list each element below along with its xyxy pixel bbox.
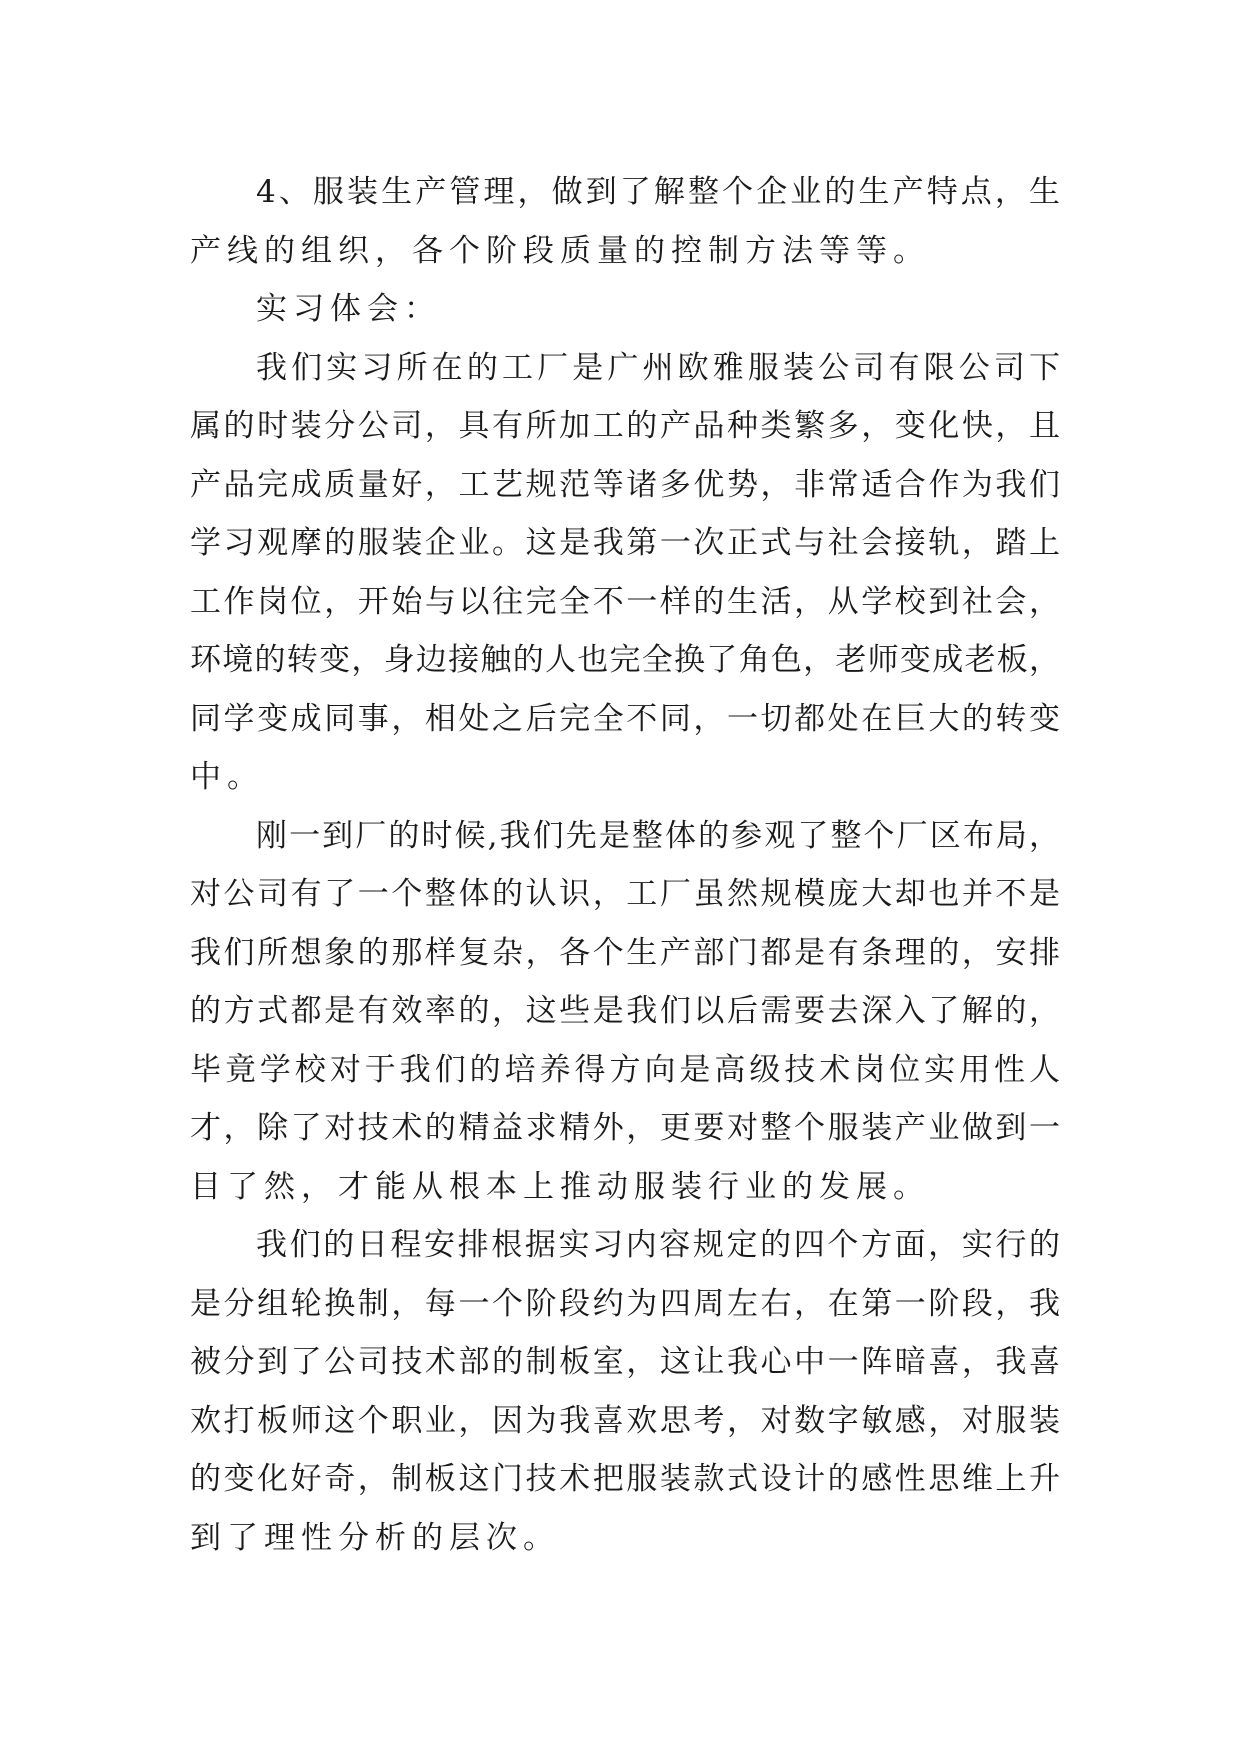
text-line: 欢打板师这个职业，因为我喜欢思考，对数字敏感，对服装 (190, 1402, 1060, 1439)
text-line: 中。 (190, 759, 264, 795)
text-line: 学习观摩的服装企业。这是我第一次正式与社会接轨，踏上 (190, 525, 1060, 561)
text-line: 到了理性分析的层次。 (190, 1519, 560, 1556)
text-line: 对公司有了一个整体的认识，工厂虽然规模庞大却也并不是 (190, 876, 1060, 912)
text-line: 产品完成质量好，工艺规范等诸多优势，非常适合作为我们 (190, 466, 1060, 503)
body-text (190, 163, 1060, 1567)
text-line: 才，除了对技术的精益求精外，更要对整个服装产业做到一 (190, 1110, 1060, 1146)
text-line: 环境的转变，身边接触的人也完全换了角色，老师变成老板， (190, 642, 1060, 678)
text-line: 被分到了公司技术部的制板室，这让我心中一阵暗喜，我喜 (190, 1344, 1060, 1380)
text-line: 工作岗位，开始与以往完全不一样的生活，从学校到社会， (190, 583, 1060, 620)
text-line: 我们实习所在的工厂是广州欧雅服装公司有限公司下 (256, 349, 1060, 386)
text-line: 的变化好奇，制板这门技术把服装款式设计的感性思维上升 (190, 1461, 1060, 1497)
text-line: 刚一到厂的时候,我们先是整体的参观了整个厂区布局， (256, 817, 1060, 854)
text-line: 我们的日程安排根据实习内容规定的四个方面，实行的 (256, 1227, 1060, 1263)
section-heading: 实习体会： (256, 291, 441, 327)
text-line: 属的时装分公司，具有所加工的产品种类繁多，变化快，且 (190, 408, 1060, 444)
text-line: 同学变成同事，相处之后完全不同，一切都处在巨大的转变 (190, 700, 1060, 737)
text-line: 目了然，才能从根本上推动服装行业的发展。 (190, 1168, 930, 1205)
text-line: 我们所想象的那样复杂，各个生产部门都是有条理的，安排 (190, 934, 1060, 971)
text-line: 4、服装生产管理，做到了解整个企业的生产特点，生 (256, 174, 1060, 210)
text-line: 产线的组织，各个阶段质量的控制方法等等。 (190, 232, 930, 269)
text-line: 毕竟学校对于我们的培养得方向是高级技术岗位实用性人 (190, 1051, 1060, 1088)
text-line: 的方式都是有效率的，这些是我们以后需要去深入了解的， (190, 993, 1060, 1029)
text-line: 是分组轮换制，每一个阶段约为四周左右，在第一阶段，我 (190, 1285, 1060, 1322)
